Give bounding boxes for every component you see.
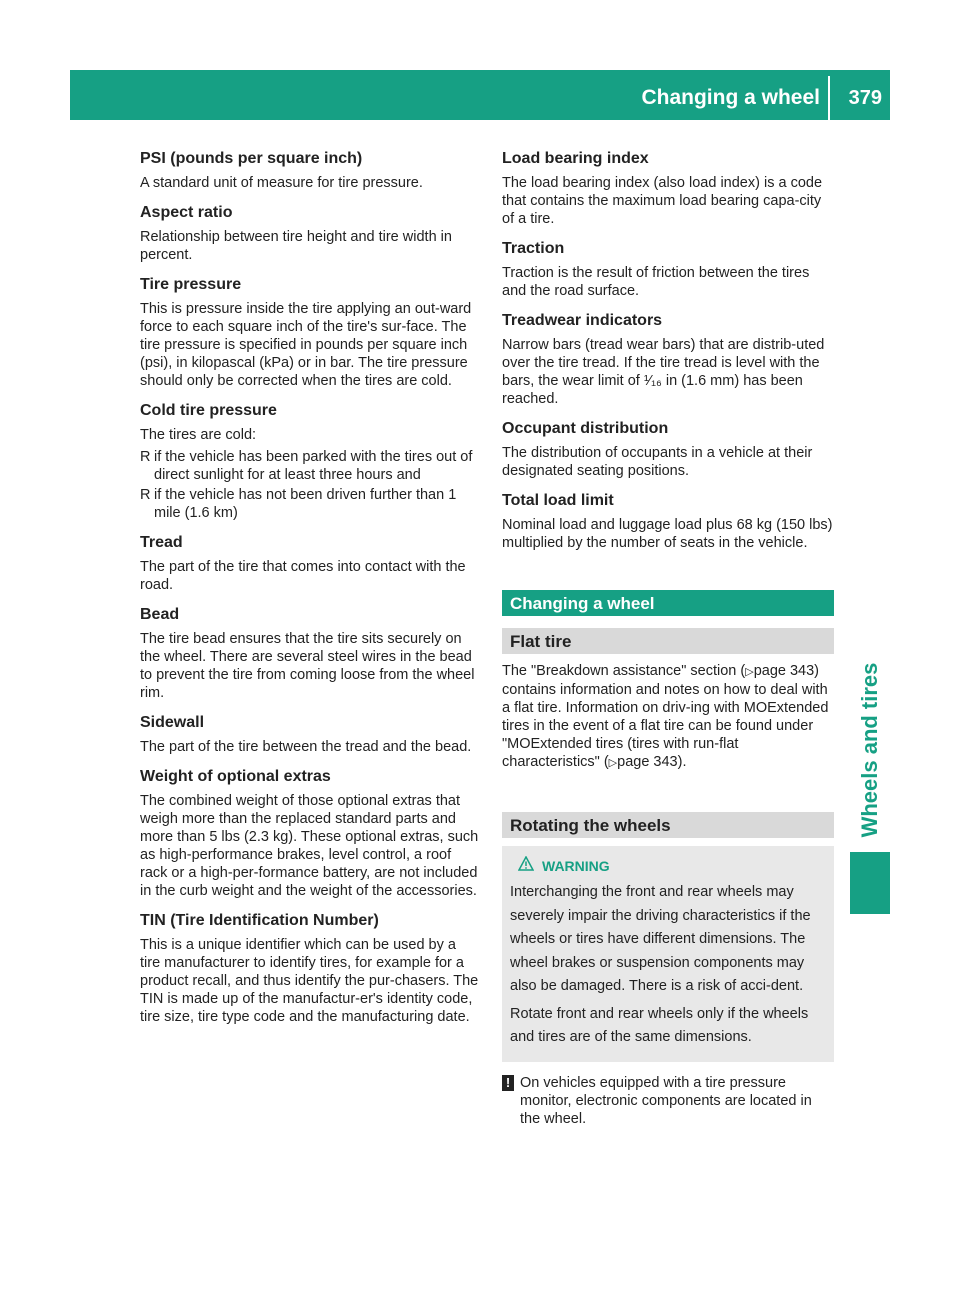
treadwear-text: Narrow bars (tread wear bars) that are distrib-uted over the tire tread. If the tire tread is level with the bars, the wear limit of ¹⁄₁₆ in (1.6 mm) has been reached.	[502, 337, 825, 407]
warning-header	[510, 856, 826, 875]
bead-text: The tire bead ensures that the tire sits securely on the wheel. There are several steel wires in the bead to prevent the tire from coming loose from the wheel rim.	[140, 631, 475, 701]
bead-heading: Bead	[140, 606, 180, 623]
warning-text: Interchanging the front and rear wheels may severely impair the driving characteristics if the wheels or tires have different dimensions. The wheel brakes or suspension components may also be damaged. There is a risk of acci-dent.	[510, 884, 811, 994]
cold-pressure-list	[140, 448, 480, 522]
occupant-text: The distribution of occupants in a vehicle at their designated seating positions.	[502, 445, 813, 479]
traction-text: Traction is the result of friction between the tires and the road surface.	[502, 265, 810, 299]
psi-heading: PSI (pounds per square inch)	[140, 150, 363, 167]
bullet-icon: R	[140, 487, 151, 503]
warning-box	[502, 846, 834, 1062]
load-index-heading: Load bearing index	[502, 150, 649, 167]
tire-pressure-text: This is pressure inside the tire applying an out-ward force to each square inch of the tire's sur-face. The tire pressure is specified in pounds per square inch (psi), in kilopascal (kPa) or in bar. The tire pressure should only be corrected when the tires are cold.	[140, 301, 472, 389]
sidewall-text: The part of the tire between the tread and the bead.	[140, 739, 472, 755]
aspect-text: Relationship between tire height and tire width in percent.	[140, 229, 452, 263]
page-ref-link[interactable]: page 343	[617, 754, 678, 770]
load-index-text: The load bearing index (also load index) is a code that contains the maximum load bearing capa-city of a tire.	[502, 175, 823, 227]
tread-heading: Tread	[140, 534, 183, 551]
page-number: 379	[848, 87, 882, 109]
occupant-heading: Occupant distribution	[502, 420, 669, 437]
total-load-text: Nominal load and luggage load plus 68 kg (150 lbs) multiplied by the number of seats in the vehicle.	[502, 517, 833, 551]
right-column	[502, 150, 834, 1140]
warning-label: WARNING	[542, 858, 610, 874]
aspect-heading: Aspect ratio	[140, 204, 233, 221]
list-item: R if the vehicle has not been driven further than 1 mile (1.6 km)	[140, 487, 457, 521]
side-tab-label: Wheels and tires	[857, 662, 882, 838]
page-ref-arrow-icon: ▷	[745, 666, 754, 678]
tin-text: This is a unique identifier which can be used by a tire manufacturer to identify tires, for example for a product recall, and thus identify the pur-chasers. The TIN is made up of the manufactur-er's identity code, tire size, tire type code and the manufacturing date.	[140, 937, 479, 1025]
total-load-heading: Total load limit	[502, 492, 614, 509]
warning-text-2: Rotate front and rear wheels only if the wheels and tires are of the same dimensions.	[510, 1005, 809, 1045]
rotating-heading: Rotating the wheels	[502, 812, 834, 838]
traction-heading: Traction	[502, 240, 565, 257]
header-bar	[70, 70, 890, 120]
flat-tire-heading: Flat tire	[502, 628, 834, 654]
flat-tire-text: The "Breakdown assistance" section (▷page 343) contains information and notes on how to deal with a flat tire. Information on driv-ing with MOExtended tires in the event of a flat tire can be found under "MOExtended tires (tires with run-flat characteristics" (▷page 343).	[502, 663, 829, 770]
tire-pressure-heading: Tire pressure	[140, 276, 242, 293]
list-item: R if the vehicle has been parked with the tires out of direct sunlight for at least three hours and	[140, 449, 473, 483]
warning-triangle-icon	[518, 856, 534, 875]
side-tab	[850, 660, 890, 840]
tin-heading: TIN (Tire Identification Number)	[140, 912, 379, 929]
cold-pressure-heading: Cold tire pressure	[140, 402, 277, 419]
tread-text: The part of the tire that comes into contact with the road.	[140, 559, 466, 593]
note	[502, 1074, 834, 1128]
page-ref-arrow-icon: ▷	[608, 757, 618, 769]
exclamation-icon: !	[502, 1075, 514, 1091]
page-ref-link[interactable]: page 343	[753, 663, 815, 679]
left-column	[140, 150, 480, 1038]
weight-text: The combined weight of those optional extras that weigh more than the replaced standard parts and more than 5 lbs (2.3 kg). These optional extras, such as high-performance brakes, level control, a roof rack or a high-per-formance battery, are not included in the curb weight and the weight of the accessories.	[140, 793, 479, 899]
treadwear-heading: Treadwear indicators	[502, 312, 663, 329]
side-tab-marker	[850, 852, 890, 914]
section-title: Changing a wheel	[502, 590, 834, 616]
header-title: Changing a wheel	[641, 86, 820, 109]
sidewall-heading: Sidewall	[140, 714, 205, 731]
cold-pressure-intro: The tires are cold:	[140, 427, 257, 443]
note-text: On vehicles equipped with a tire pressure monitor, electronic components are located in the wheel.	[520, 1074, 812, 1127]
bullet-icon: R	[140, 449, 151, 465]
weight-heading: Weight of optional extras	[140, 768, 331, 785]
header-divider	[828, 76, 830, 120]
psi-text: A standard unit of measure for tire pressure.	[140, 175, 423, 191]
